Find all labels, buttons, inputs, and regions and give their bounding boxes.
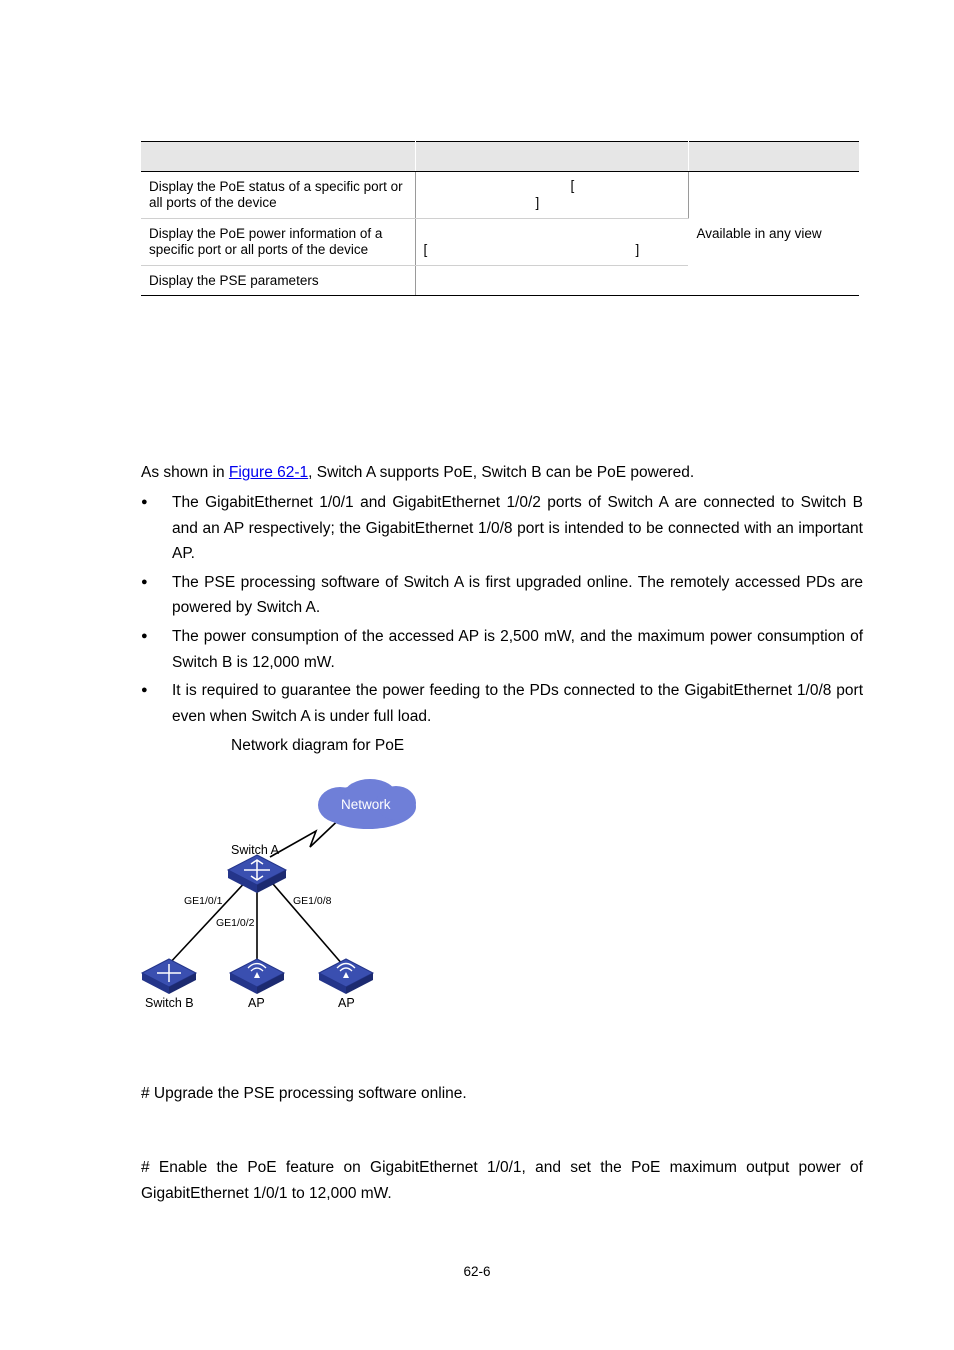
table-header-task (141, 142, 415, 172)
port-label-ge1-0-1: GE1/0/1 (184, 895, 223, 907)
switch-a-label: Switch A (231, 843, 279, 857)
port-label-ge1-0-8: GE1/0/8 (293, 895, 332, 907)
figure-link[interactable]: Figure 62-1 (228, 464, 309, 481)
bullet-icon: ● (141, 629, 148, 642)
table-cell-task: Display the PSE parameters (141, 266, 415, 296)
step-upgrade: # Upgrade the PSE processing software online. (141, 1085, 467, 1102)
list-item: ● It is required to guarantee the power feeding to the PDs connected to the GigabitEthernet 1/0/8 port even when Switch A is under full load. (141, 678, 863, 729)
bracket-close: ] (635, 242, 640, 257)
list-item: ● The power consumption of the accessed AP is 2,500 mW, and the maximum power consumption of Switch B is 12,000 mW. (141, 624, 863, 675)
network-diagram (130, 775, 440, 1025)
requirements-list (141, 490, 863, 732)
list-item: ● The PSE processing software of Switch A is first upgraded online. The remotely accessed PDs are powered by Switch A. (141, 570, 863, 621)
ap-icon (230, 959, 284, 994)
table-header-remarks (688, 142, 859, 172)
ap-label: AP (248, 996, 265, 1010)
ap-icon (319, 959, 373, 994)
network-label: Network (341, 797, 391, 812)
table-cell-command (415, 172, 688, 219)
bullet-icon: ● (141, 684, 148, 697)
switch-b-icon (142, 959, 196, 994)
table-cell-task: Display the PoE power information of a specific port or all ports of the device (141, 219, 415, 266)
table-header-command (415, 142, 688, 172)
bracket-open: [ (570, 178, 575, 193)
display-commands-table (141, 141, 859, 296)
link-ge1-0-8 (267, 877, 343, 965)
bullet-icon: ● (141, 575, 148, 588)
table-cell-task: Display the PoE status of a specific port or all ports of the device (141, 172, 415, 219)
page-number: 62-6 (463, 1264, 491, 1279)
switch-a-icon (228, 855, 286, 893)
bracket-open: [ (423, 242, 428, 257)
ap-label: AP (338, 996, 355, 1010)
table-row (141, 172, 859, 219)
bullet-icon: ● (141, 496, 148, 508)
port-label-ge1-0-2: GE1/0/2 (216, 917, 255, 929)
table-cell-command (415, 266, 688, 296)
table-cell-command (415, 219, 688, 266)
switch-b-label: Switch B (145, 996, 194, 1010)
table-cell-remarks: Available in any view (688, 172, 859, 296)
intro-paragraph: As shown in Figure 62-1, Switch A supports PoE, Switch B can be PoE powered. (141, 464, 695, 481)
list-item: ● The GigabitEthernet 1/0/1 and GigabitEthernet 1/0/2 ports of Switch A are connected to Switch B and an AP respectively; the GigabitEthernet 1/0/8 port is intended to be connected with an important AP. (141, 490, 863, 567)
bracket-close: ] (535, 195, 540, 210)
figure-caption: Network diagram for PoE (231, 737, 405, 754)
step-enable-poe: # Enable the PoE feature on GigabitEthernet 1/0/1, and set the PoE maximum output power of GigabitEthernet 1/0/1 to 12,000 mW. (141, 1159, 863, 1202)
